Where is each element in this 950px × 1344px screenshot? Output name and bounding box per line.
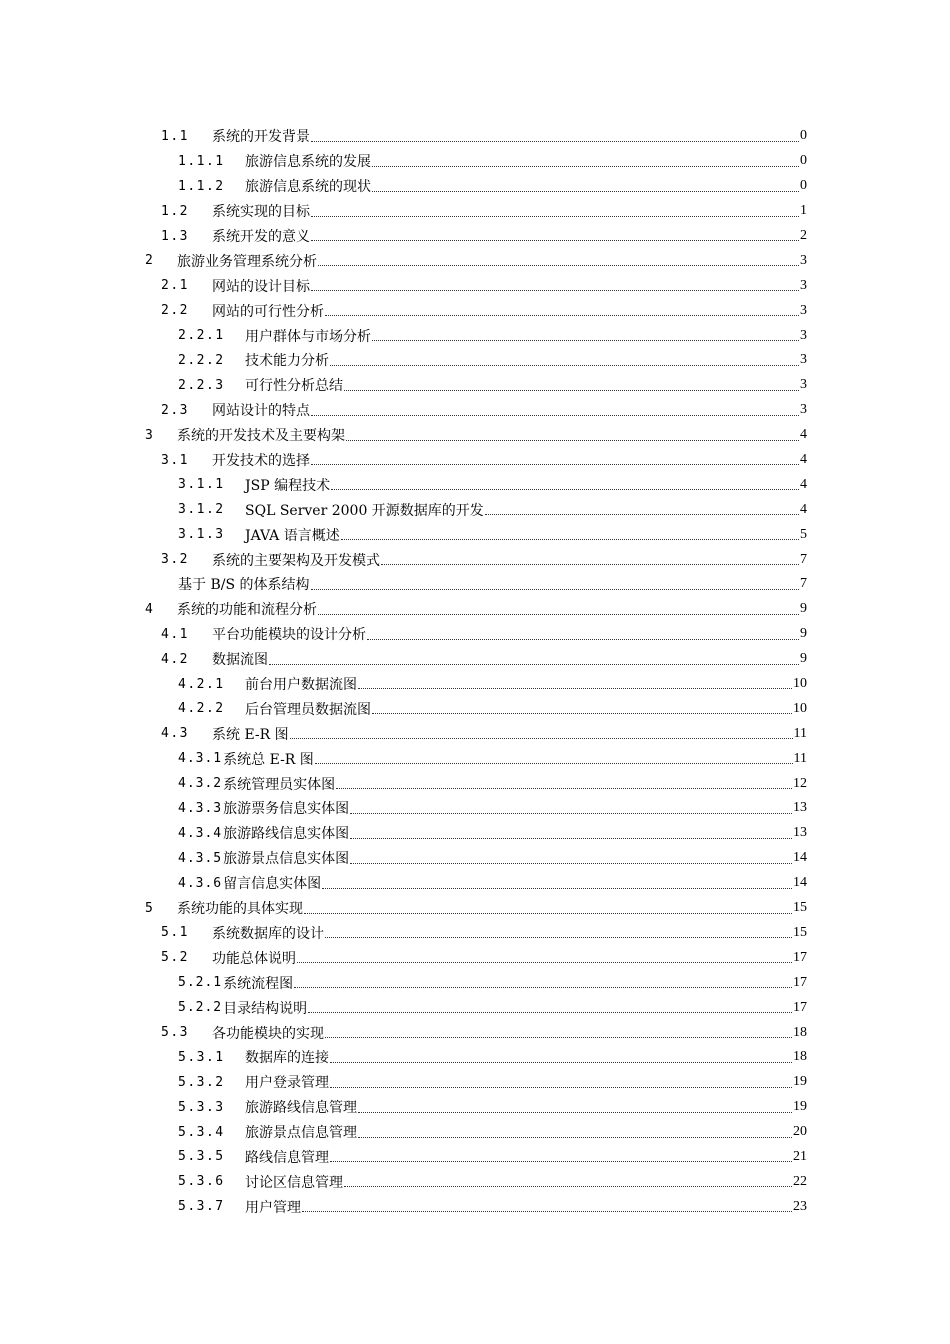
toc-dot-leader [269, 663, 799, 665]
toc-dot-leader [358, 1136, 792, 1138]
toc-entry-title: 留言信息实体图 [223, 876, 322, 893]
toc-entry[interactable] [0, 248, 950, 273]
toc-entry-number: 1.1.2 [178, 178, 225, 194]
toc-entry[interactable] [0, 423, 950, 448]
toc-entry[interactable] [0, 547, 950, 572]
toc-entry[interactable] [0, 647, 950, 672]
toc-page-number: 3 [800, 352, 807, 368]
toc-dot-leader [372, 339, 799, 341]
toc-entry-title: 平台功能模块的设计分析 [212, 627, 366, 644]
toc-entry[interactable] [0, 497, 950, 522]
toc-page-number: 7 [800, 576, 807, 592]
toc-dot-leader [294, 986, 792, 988]
toc-entry-number: 5.3.2 [178, 1074, 225, 1090]
toc-entry-title: 讨论区信息管理 [245, 1174, 343, 1191]
toc-entry-title: JAVA 语言概述 [245, 527, 340, 544]
toc-entry-number: 4.3.3 [178, 800, 223, 816]
toc-entry-title: 功能总体说明 [212, 950, 296, 967]
toc-dot-leader [290, 737, 793, 739]
toc-entry-number: 2.3 [161, 402, 189, 418]
toc-entry[interactable] [0, 1169, 950, 1194]
toc-dot-leader [311, 289, 799, 291]
toc-entry[interactable] [0, 945, 950, 970]
toc-page-number: 13 [793, 800, 807, 816]
toc-entry-title: 网站设计的特点 [212, 403, 310, 420]
toc-page-number: 18 [793, 1024, 807, 1040]
toc-entry-number: 3.1 [161, 452, 189, 468]
toc-entry-title: 系统总 E-R 图 [223, 751, 314, 768]
toc-dot-leader [331, 488, 799, 490]
toc-entry[interactable] [0, 124, 950, 149]
toc-page-number: 17 [793, 999, 807, 1015]
table-of-contents [0, 124, 950, 1219]
toc-entry[interactable] [0, 871, 950, 896]
toc-entry-title: 后台管理员数据流图 [245, 701, 371, 718]
toc-page-number: 22 [793, 1173, 807, 1189]
toc-entry-number: 1.1.1 [178, 153, 225, 169]
toc-entry[interactable] [0, 622, 950, 647]
toc-dot-leader [344, 1185, 792, 1187]
toc-entry-title: 系统的开发技术及主要构架 [177, 428, 345, 445]
toc-entry-number: 3.2 [161, 552, 189, 568]
toc-entry-number: 5.3 [161, 1025, 189, 1040]
toc-entry[interactable] [0, 696, 950, 721]
toc-entry-number: 1.3 [161, 228, 189, 244]
toc-dot-leader [358, 1111, 792, 1113]
toc-entry-title: 旅游路线信息管理 [245, 1100, 357, 1117]
toc-page-number: 3 [800, 302, 807, 318]
toc-entry-title: 基于 B/S 的体系结构 [178, 577, 310, 594]
toc-page-number: 18 [793, 1049, 807, 1065]
toc-dot-leader [311, 463, 799, 465]
toc-entry-number: 5.3.7 [178, 1199, 225, 1215]
toc-entry[interactable] [0, 398, 950, 423]
toc-entry[interactable] [0, 796, 950, 821]
toc-entry-number: 4.2.1 [178, 676, 225, 692]
toc-entry-number: 3.1.3 [178, 527, 225, 543]
toc-page-number: 4 [800, 452, 807, 468]
toc-page-number: 13 [793, 825, 807, 841]
toc-entry-number: 4.3.2 [178, 776, 223, 792]
toc-page-number: 1 [800, 203, 807, 219]
toc-entry-title: 系统流程图 [223, 975, 294, 992]
toc-entry-title: 用户管理 [245, 1199, 301, 1216]
toc-dot-leader [297, 961, 792, 963]
toc-entry-number: 1.2 [161, 203, 189, 219]
toc-entry-number: 3 [145, 427, 155, 443]
toc-entry-number: 2.2 [161, 303, 189, 319]
toc-page-number: 4 [800, 427, 807, 443]
toc-entry-title: 各功能模块的实现 [212, 1025, 324, 1042]
toc-entry-number: 4.3.4 [178, 825, 223, 841]
toc-entry[interactable] [0, 348, 950, 373]
toc-entry-title: 开发技术的选择 [212, 453, 310, 470]
toc-entry-number: 5.3.6 [178, 1174, 225, 1190]
toc-entry-title: 旅游景点信息管理 [245, 1125, 357, 1142]
toc-entry[interactable] [0, 273, 950, 298]
toc-entry-title: 旅游信息系统的现状 [245, 179, 371, 196]
toc-dot-leader [330, 1061, 792, 1063]
toc-dot-leader [358, 687, 792, 689]
toc-entry-number: 5.2.1 [178, 975, 223, 991]
toc-dot-leader [308, 1011, 792, 1013]
toc-dot-leader [311, 239, 799, 241]
toc-dot-leader [325, 936, 792, 938]
toc-dot-leader [302, 1210, 792, 1212]
toc-entry-number: 3.1.1 [178, 477, 225, 493]
toc-entry-title: 路线信息管理 [245, 1149, 329, 1166]
toc-entry-number: 4.3.6 [178, 875, 223, 891]
toc-entry-number: 4.2.2 [178, 701, 225, 717]
toc-dot-leader [330, 364, 799, 366]
toc-entry[interactable] [0, 448, 950, 473]
toc-entry[interactable] [0, 224, 950, 249]
toc-dot-leader [350, 812, 792, 814]
toc-entry-number: 4.3 [161, 726, 189, 742]
toc-dot-leader [311, 588, 800, 590]
toc-page-number: 0 [800, 128, 807, 144]
toc-entry-title: 前台用户数据流图 [245, 677, 357, 694]
toc-entry-number: 4.2 [161, 651, 189, 667]
toc-entry[interactable] [0, 373, 950, 398]
toc-entry-title: 旅游路线信息实体图 [223, 826, 350, 843]
toc-entry-title: 旅游票务信息实体图 [223, 801, 350, 818]
toc-page-number: 15 [793, 900, 807, 916]
toc-page-number: 3 [800, 327, 807, 343]
toc-entry-title: 网站的设计目标 [212, 278, 310, 295]
toc-dot-leader [372, 712, 792, 714]
toc-entry[interactable] [0, 1120, 950, 1145]
toc-entry[interactable] [0, 1020, 950, 1045]
toc-entry-number: 5.3.5 [178, 1149, 225, 1165]
toc-page-number: 3 [800, 377, 807, 393]
toc-dot-leader [381, 563, 799, 565]
toc-entry-number: 2.2.2 [178, 352, 225, 368]
toc-entry[interactable] [0, 1045, 950, 1070]
toc-page-number: 19 [793, 1074, 807, 1090]
toc-entry-title: 数据流图 [212, 652, 268, 669]
toc-entry[interactable] [0, 199, 950, 224]
toc-dot-leader [336, 787, 792, 789]
toc-page-number: 0 [800, 178, 807, 194]
toc-entry-number: 4.1 [161, 626, 189, 642]
toc-entry[interactable] [0, 522, 950, 547]
toc-dot-leader [315, 762, 793, 764]
toc-page-number: 0 [800, 153, 807, 169]
toc-dot-leader [346, 439, 799, 441]
toc-dot-leader [330, 1160, 792, 1162]
toc-dot-leader [372, 190, 799, 192]
toc-page-number: 9 [800, 651, 807, 667]
toc-entry-number: 5.3.4 [178, 1124, 225, 1140]
toc-entry-number: 2.1 [161, 278, 189, 294]
toc-dot-leader [311, 140, 799, 142]
toc-page-number: 17 [793, 974, 807, 990]
toc-page-number: 14 [793, 875, 807, 891]
toc-page-number: 17 [793, 949, 807, 965]
toc-entry-number: 5.3.3 [178, 1099, 225, 1115]
toc-page-number: 21 [793, 1148, 807, 1164]
toc-entry-number: 4.3.5 [178, 850, 223, 866]
toc-entry-title: SQL Server 2000 开源数据库的开发 [245, 502, 484, 519]
toc-entry-title: 系统数据库的设计 [212, 925, 324, 942]
toc-dot-leader [304, 912, 792, 914]
toc-entry[interactable] [0, 1145, 950, 1170]
toc-entry[interactable] [0, 746, 950, 771]
toc-entry[interactable] [0, 846, 950, 871]
toc-entry-title: 系统管理员实体图 [223, 776, 336, 793]
toc-dot-leader [341, 538, 799, 540]
toc-entry[interactable] [0, 721, 950, 746]
toc-entry-title: 系统功能的具体实现 [177, 901, 303, 918]
toc-page-number: 11 [793, 750, 807, 766]
toc-entry[interactable] [0, 995, 950, 1020]
toc-entry[interactable] [0, 298, 950, 323]
toc-entry[interactable] [0, 597, 950, 622]
toc-page-number: 12 [793, 775, 807, 791]
toc-dot-leader [485, 513, 799, 515]
toc-entry[interactable] [0, 896, 950, 921]
toc-entry-title: 系统的功能和流程分析 [177, 602, 317, 619]
toc-entry-number: 5.3.1 [178, 1049, 225, 1065]
toc-entry-title: 数据库的连接 [245, 1050, 329, 1067]
toc-entry-title: 可行性分析总结 [245, 378, 343, 395]
toc-entry-title: 用户群体与市场分析 [245, 328, 371, 345]
toc-entry-number: 3.1.2 [178, 502, 225, 518]
toc-dot-leader [311, 215, 799, 217]
toc-entry-number: 5.1 [161, 925, 189, 941]
toc-entry-number: 5 [145, 900, 155, 916]
toc-entry[interactable] [0, 672, 950, 697]
toc-dot-leader [322, 887, 792, 889]
toc-page-number: 5 [800, 526, 807, 542]
toc-dot-leader [372, 165, 799, 167]
toc-page-number: 20 [793, 1124, 807, 1140]
toc-entry-title: 技术能力分析 [245, 353, 329, 370]
toc-entry[interactable] [0, 1070, 950, 1095]
toc-entry-number: 1.1 [161, 128, 189, 144]
toc-dot-leader [344, 389, 799, 391]
toc-entry-title: 系统 E-R 图 [212, 726, 289, 743]
toc-entry[interactable] [0, 174, 950, 199]
toc-entry[interactable] [0, 970, 950, 995]
toc-entry[interactable] [0, 921, 950, 946]
toc-entry[interactable] [0, 821, 950, 846]
toc-page-number: 2 [800, 228, 807, 243]
toc-entry-title: 旅游信息系统的发展 [245, 154, 371, 171]
toc-dot-leader [318, 613, 799, 615]
toc-page-number: 9 [800, 626, 807, 642]
toc-dot-leader [325, 314, 799, 316]
toc-page-number: 23 [793, 1198, 807, 1214]
toc-page-number: 10 [793, 676, 807, 692]
toc-entry-number: 2.2.3 [178, 377, 225, 393]
toc-page-number: 15 [793, 924, 807, 940]
toc-page-number: 4 [800, 476, 807, 492]
toc-entry-title: 网站的可行性分析 [212, 303, 324, 320]
toc-entry-number: 5.2 [161, 950, 189, 966]
toc-entry-number: 4.3.1 [178, 751, 223, 767]
toc-entry-title: 系统的开发背景 [212, 129, 310, 146]
toc-entry[interactable] [0, 1095, 950, 1120]
toc-page-number: 10 [793, 700, 807, 716]
toc-entry-title: 系统实现的目标 [212, 204, 310, 221]
toc-page-number: 3 [800, 402, 807, 418]
toc-page-number: 9 [800, 601, 807, 617]
toc-dot-leader [350, 862, 792, 864]
toc-entry[interactable] [0, 1194, 950, 1219]
toc-entry-title: 旅游业务管理系统分析 [177, 253, 317, 270]
toc-entry-number: 2.2.1 [178, 328, 225, 344]
toc-dot-leader [330, 1086, 792, 1088]
toc-page-number: 3 [800, 277, 807, 293]
toc-entry-title: 系统的主要架构及开发模式 [212, 552, 380, 569]
toc-page-number: 3 [800, 252, 807, 268]
toc-entry[interactable] [0, 149, 950, 174]
toc-page-number: 7 [800, 551, 807, 567]
toc-dot-leader [318, 264, 799, 266]
toc-dot-leader [350, 837, 792, 839]
toc-entry-number: 2 [145, 253, 155, 269]
toc-entry-title: 用户登录管理 [245, 1075, 329, 1092]
toc-dot-leader [325, 1036, 792, 1038]
toc-page-number: 14 [793, 850, 807, 866]
toc-entry-number: 5.2.2 [178, 1000, 223, 1016]
toc-dot-leader [367, 638, 799, 640]
toc-entry-title: 目录结构说明 [223, 1000, 308, 1017]
toc-entry-number: 4 [145, 601, 155, 617]
toc-entry[interactable] [0, 472, 950, 497]
toc-entry[interactable] [0, 323, 950, 348]
toc-page-number: 4 [800, 501, 807, 517]
toc-page-number: 11 [793, 725, 807, 741]
toc-entry[interactable] [0, 771, 950, 796]
toc-entry-title: JSP 编程技术 [245, 477, 331, 494]
toc-entry[interactable] [0, 572, 950, 597]
toc-page-number: 19 [793, 1099, 807, 1115]
toc-entry-title: 旅游景点信息实体图 [223, 851, 350, 868]
toc-dot-leader [311, 414, 799, 416]
toc-entry-title: 系统开发的意义 [212, 229, 310, 245]
